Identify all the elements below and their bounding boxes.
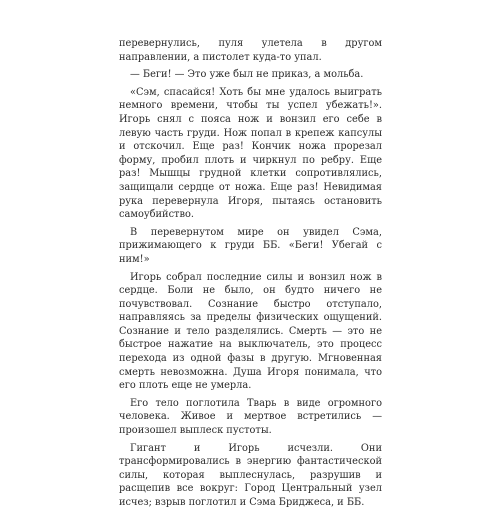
body-text bbox=[119, 37, 382, 514]
paragraph: перевернулись, пуля улетела в другом направлении, а пистолет куда-то упал. bbox=[119, 38, 382, 63]
paragraph: Гигант и Игорь исчезли. Они трансформировались в энергию фантастической силы, которая выплеснулась, разрушив и расщепив все вокруг: Город Центральный узел исчез; взрыв поглотил и Сэма Бриджеса, и ББ. bbox=[119, 442, 382, 508]
paragraph: «Сэм, спасайся! Хоть бы мне удалось выиграть немного времени, чтобы ты успел убежать!». Игорь снял с пояса нож и вонзил его себе в левую часть груди. Нож попал в крепеж капсулы и отскочил. Еще раз! Кончик ножа прорезал форму, пробил плоть и чиркнул по ребру. Еще раз! Мышцы грудной клетки сопротивлялись, защищали сердце от ножа. Еще раз! Невидимая рука перевернула Игоря, пытаясь остановить самоубийство. bbox=[119, 86, 382, 221]
paragraph: — Беги! — Это уже был не приказ, а мольба. bbox=[130, 69, 364, 81]
paragraph: Его тело поглотила Тварь в виде огромного человека. Живое и мертвое встретились — произошел выплеск пустоты. bbox=[119, 397, 382, 437]
paragraph: В перевернутом мире он увидел Сэма, прижимающего к груди ББ. «Беги! Убегай с ним!» bbox=[119, 226, 382, 265]
paragraph: Игорь собрал последние силы и вонзил нож в сердце. Боли не было, он будто ничего не почувствовал. Сознание быстро отступало, направляясь за пределы физических ощущений. Сознание и тело разделялись. Смерть — это не быстрое нажатие на выключатель, это процесс перехода из одной фазы в другую. Мгновенная смерть невозможна. Душа Игоря понимала, что его плоть еще не умерла. bbox=[119, 271, 382, 392]
